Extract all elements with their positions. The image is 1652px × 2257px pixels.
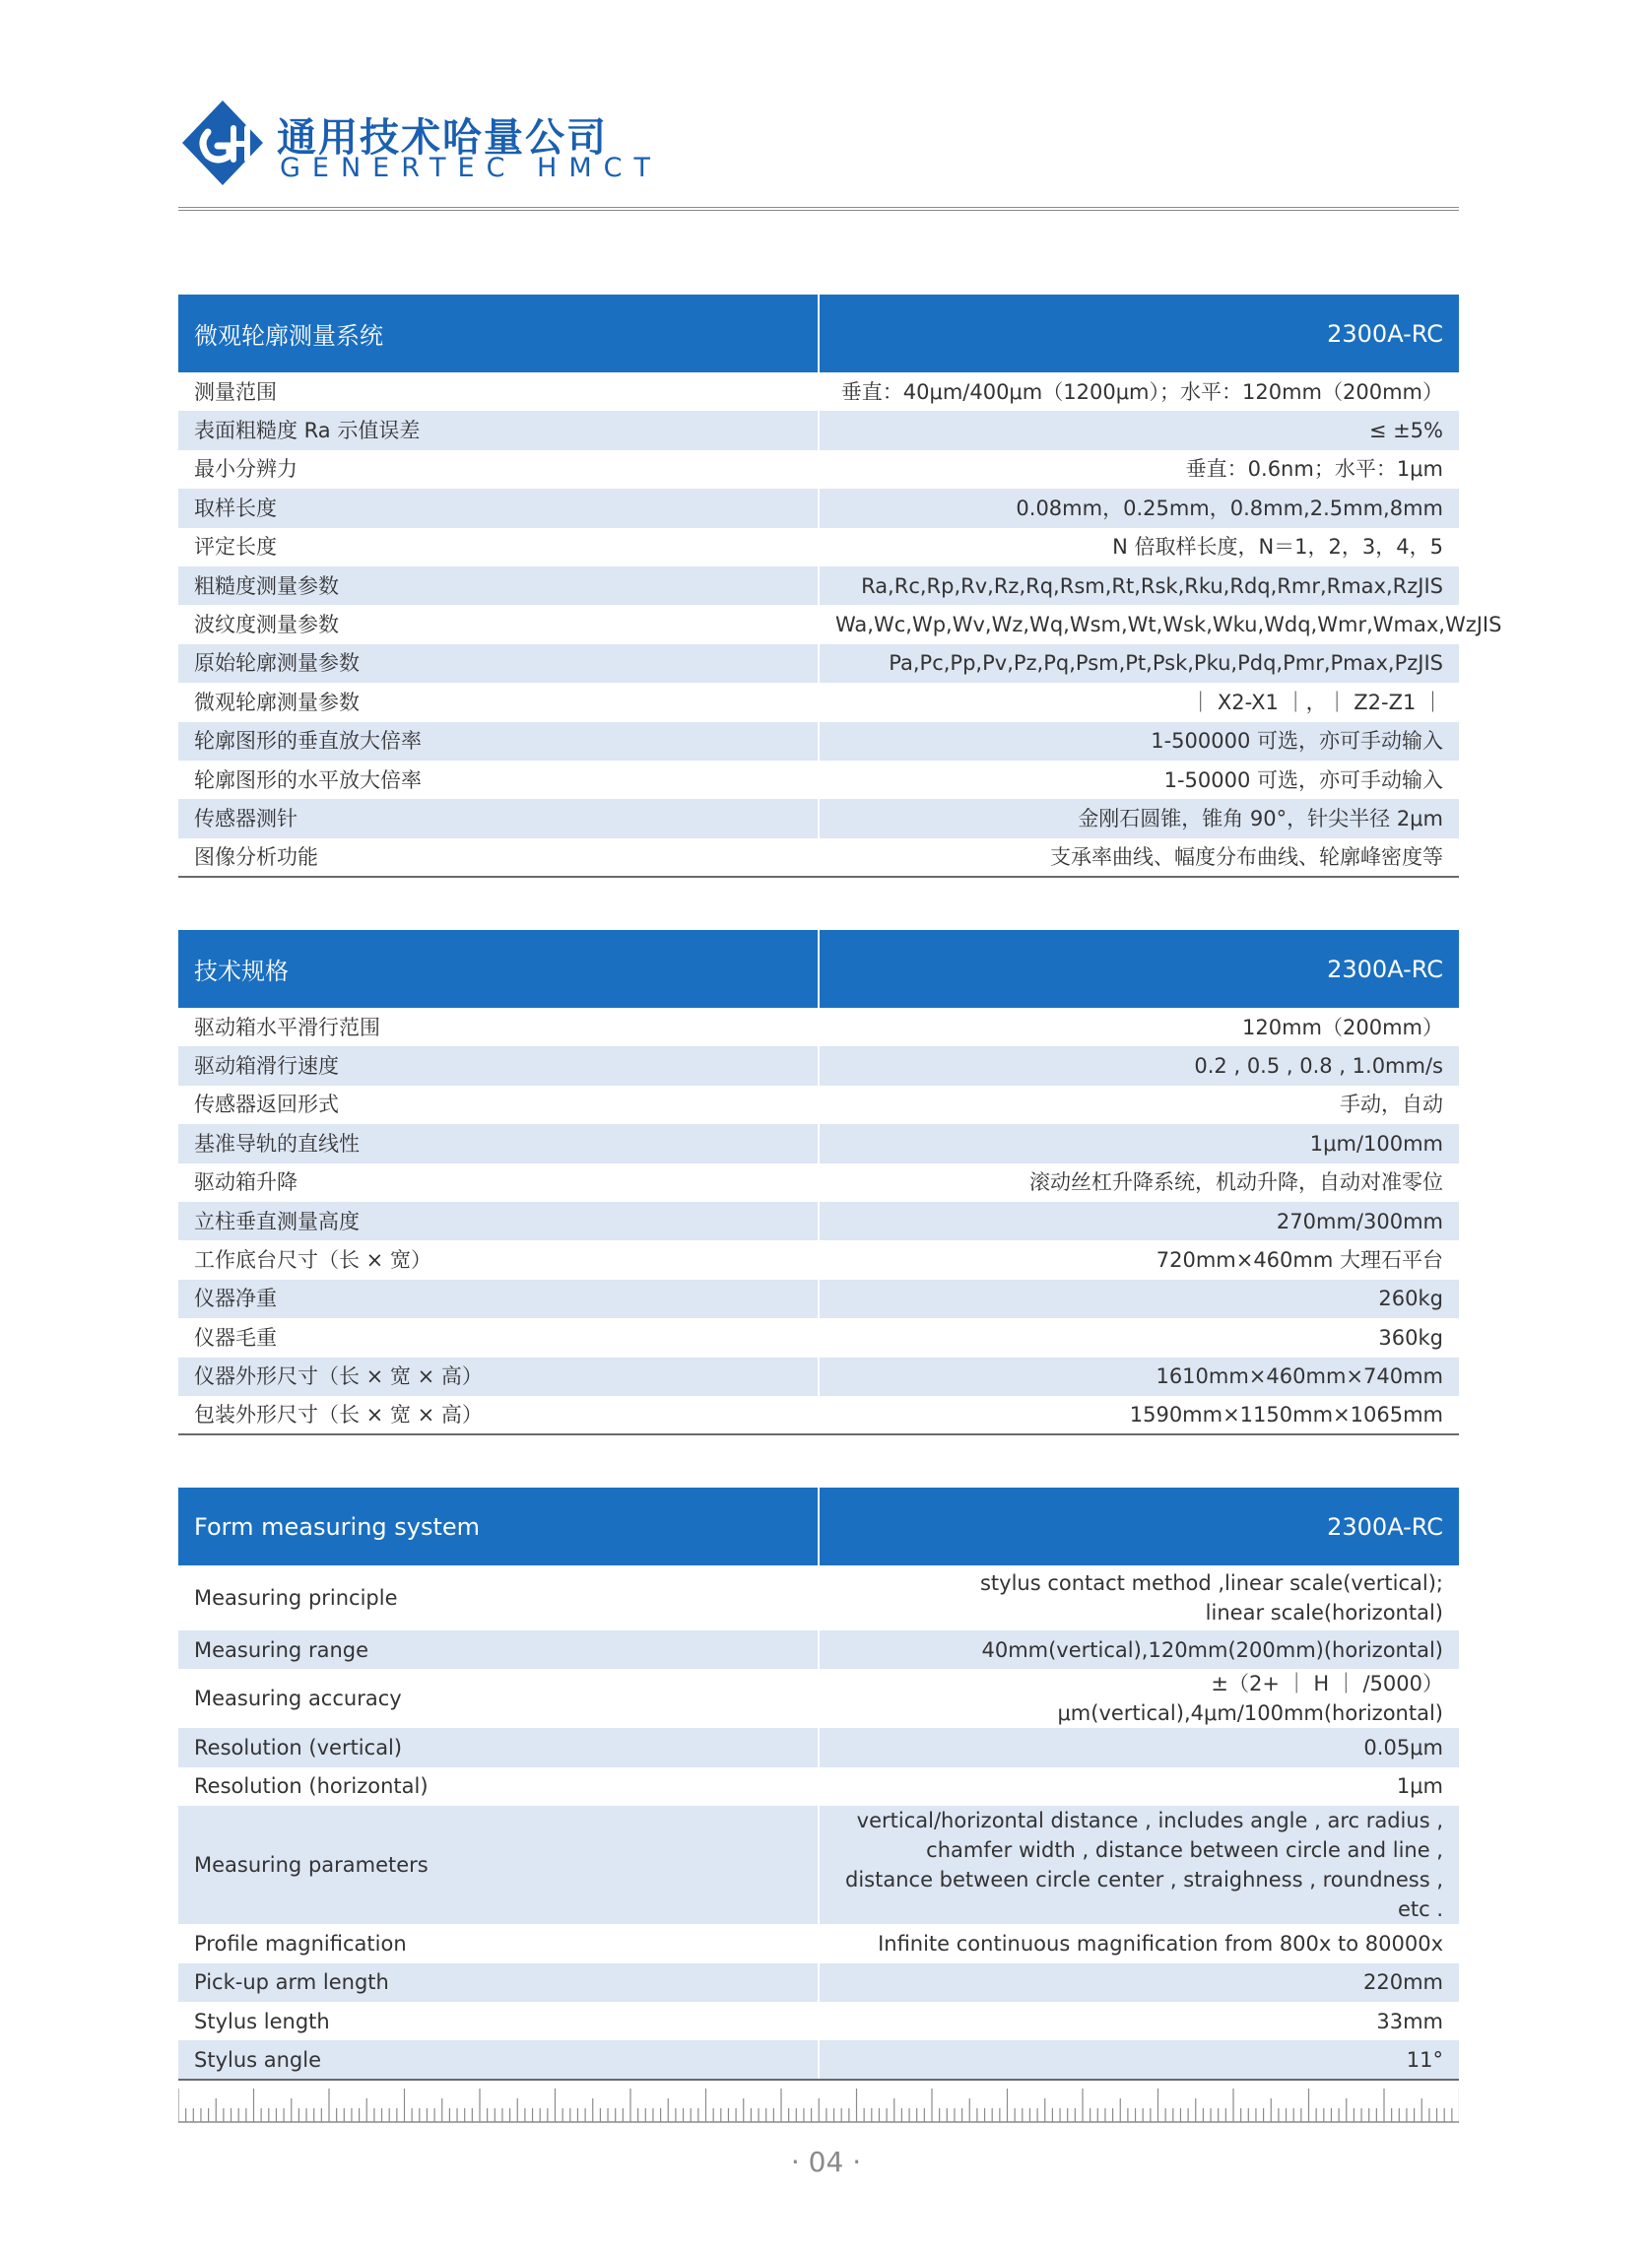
table-row: [178, 1963, 1459, 2002]
row-label: 立柱垂直测量高度: [178, 1202, 819, 1240]
row-value: ≤ ±5%: [819, 411, 1459, 449]
row-value: Wa,Wc,Wp,Wv,Wz,Wq,Wsm,Wt,Wsk,Wku,Wdq,Wmr,Wmax,WzJIS: [819, 605, 1459, 643]
row-value: 0.05μm: [819, 1728, 1459, 1766]
row-value: 垂直：40μm/400μm（1200μm）；水平：120mm（200mm）: [819, 372, 1459, 411]
table-model: 2300A-RC: [819, 295, 1459, 372]
spec-table-micro-profile: [178, 295, 1502, 878]
row-value: 720mm×460mm 大理石平台: [819, 1240, 1459, 1279]
row-value: 360kg: [819, 1318, 1459, 1357]
row-label: 微观轮廓测量参数: [178, 683, 819, 721]
row-value: 220mm: [819, 1963, 1459, 2002]
page-number: · 04 ·: [790, 2146, 862, 2178]
row-label: Measuring parameters: [178, 1806, 819, 1924]
row-label: 波纹度测量参数: [178, 605, 819, 643]
spec-table-technical-specs: [178, 930, 1459, 1435]
row-label: 轮廓图形的垂直放大倍率: [178, 722, 819, 761]
table-row: [178, 1396, 1459, 1434]
row-value: stylus contact method ,linear scale(vertical); linear scale(horizontal): [819, 1565, 1459, 1630]
table-row: [178, 1358, 1459, 1396]
row-value: 1610mm×460mm×740mm: [819, 1358, 1459, 1396]
table-title: Form measuring system: [178, 1488, 819, 1565]
row-label: 包装外形尺寸（长 × 宽 × 高）: [178, 1396, 819, 1434]
row-value: 金刚石圆锥，锥角 90°，针尖半径 2μm: [819, 799, 1459, 837]
row-label: Resolution (horizontal): [178, 1767, 819, 1806]
table-row: [178, 1924, 1459, 1962]
row-label: 表面粗糙度 Ra 示值误差: [178, 411, 819, 449]
row-value: Infinite continuous magnification from 800x to 80000x: [819, 1924, 1459, 1962]
table-header: [178, 1488, 1459, 1565]
row-label: Stylus length: [178, 2002, 819, 2040]
spec-table-form-measuring: [178, 1488, 1459, 2081]
header-divider: [178, 207, 1459, 211]
table-row: [178, 1163, 1459, 1202]
row-label: 基准导轨的直线性: [178, 1124, 819, 1162]
table-header: [178, 930, 1459, 1008]
row-value: 支承率曲线、幅度分布曲线、轮廓峰密度等: [819, 838, 1459, 877]
row-value: N 倍取样长度，N＝1，2，3，4，5: [819, 528, 1459, 566]
row-label: Pick-up arm length: [178, 1963, 819, 2002]
table-row: [178, 528, 1459, 566]
row-label: 原始轮廓测量参数: [178, 644, 819, 683]
row-label: 图像分析功能: [178, 838, 819, 877]
row-value: 11°: [819, 2040, 1459, 2079]
brand-name-cn: 通用技术哈量公司: [277, 115, 608, 161]
table-row: [178, 1669, 1459, 1728]
row-label: Resolution (vertical): [178, 1728, 819, 1766]
table-row: [178, 683, 1459, 721]
table-row: [178, 450, 1459, 489]
table-title: 微观轮廓测量系统: [178, 295, 819, 372]
row-label: Measuring principle: [178, 1565, 819, 1630]
row-value: 1590mm×1150mm×1065mm: [819, 1396, 1459, 1434]
row-label: 传感器测针: [178, 799, 819, 837]
row-value: 1μm: [819, 1767, 1459, 1806]
table-row: [178, 1008, 1459, 1046]
row-value: 270mm/300mm: [819, 1202, 1459, 1240]
row-value: 滚动丝杠升降系统，机动升降，自动对准零位: [819, 1163, 1459, 1202]
row-value: 40mm(vertical),120mm(200mm)(horizontal): [819, 1630, 1459, 1669]
table-row: [178, 1728, 1459, 1766]
table-model: 2300A-RC: [819, 930, 1459, 1008]
table-row: [178, 605, 1459, 643]
row-label: Profile magnification: [178, 1924, 819, 1962]
row-label: 传感器返回形式: [178, 1086, 819, 1124]
row-label: 粗糙度测量参数: [178, 566, 819, 605]
row-value: 垂直：0.6nm；水平：1μm: [819, 450, 1459, 489]
table-row: [178, 1318, 1459, 1357]
table-row: [178, 1280, 1459, 1318]
row-label: 评定长度: [178, 528, 819, 566]
table-row: [178, 1086, 1459, 1124]
row-value: 33mm: [819, 2002, 1459, 2040]
table-row: [178, 799, 1459, 837]
table-row: [178, 1565, 1459, 1630]
table-model: 2300A-RC: [819, 1488, 1459, 1565]
table-row: [178, 644, 1459, 683]
row-value: 260kg: [819, 1280, 1459, 1318]
row-label: 驱动箱升降: [178, 1163, 819, 1202]
table-row: [178, 722, 1459, 761]
table-title: 技术规格: [178, 930, 819, 1008]
row-label: 仪器外形尺寸（长 × 宽 × 高）: [178, 1358, 819, 1396]
table-row: [178, 761, 1459, 799]
row-value: ｜ X2-X1 ｜，｜ Z2-Z1 ｜: [819, 683, 1459, 721]
table-row: [178, 411, 1459, 449]
brand-name-en: GENERTEC HMCT: [280, 153, 662, 183]
row-value: 0.08mm，0.25mm，0.8mm,2.5mm,8mm: [819, 489, 1459, 527]
row-label: 取样长度: [178, 489, 819, 527]
table-row: [178, 2040, 1459, 2079]
header: [178, 99, 1459, 217]
row-value: Ra,Rc,Rp,Rv,Rz,Rq,Rsm,Rt,Rsk,Rku,Rdq,Rmr,Rmax,RzJIS: [819, 566, 1459, 605]
row-label: Stylus angle: [178, 2040, 819, 2079]
row-label: 轮廓图形的水平放大倍率: [178, 761, 819, 799]
table-row: [178, 1240, 1459, 1279]
row-value: ±（2+ ｜ H ｜ /5000）μm(vertical),4μm/100mm(horizontal): [819, 1669, 1459, 1728]
table-row: [178, 566, 1459, 605]
row-label: 最小分辨力: [178, 450, 819, 489]
row-label: 测量范围: [178, 372, 819, 411]
row-value: 手动，自动: [819, 1086, 1459, 1124]
row-value: 1-500000 可选，亦可手动输入: [819, 722, 1459, 761]
row-label: 驱动箱水平滑行范围: [178, 1008, 819, 1046]
row-value: Pa,Pc,Pp,Pv,Pz,Pq,Psm,Pt,Psk,Pku,Pdq,Pmr,Pmax,PzJIS: [819, 644, 1459, 683]
ruler-decoration: [178, 2087, 1459, 2124]
table-row: [178, 1124, 1459, 1162]
table-header: [178, 295, 1459, 372]
table-row: [178, 372, 1459, 411]
row-value: 120mm（200mm）: [819, 1008, 1459, 1046]
table-row: [178, 1046, 1459, 1085]
row-label: 仪器毛重: [178, 1318, 819, 1357]
table-row: [178, 489, 1459, 527]
table-row: [178, 2002, 1459, 2040]
genertec-logo-icon: [178, 99, 267, 187]
row-label: 仪器净重: [178, 1280, 819, 1318]
row-label: 工作底台尺寸（长 × 宽）: [178, 1240, 819, 1279]
table-row: [178, 1630, 1459, 1669]
table-row: [178, 838, 1459, 877]
row-value: 1-50000 可选，亦可手动输入: [819, 761, 1459, 799]
row-label: 驱动箱滑行速度: [178, 1046, 819, 1085]
table-row: [178, 1202, 1459, 1240]
table-row: [178, 1806, 1459, 1924]
row-value: 0.2 , 0.5 , 0.8 , 1.0mm/s: [819, 1046, 1459, 1085]
row-value: vertical/horizontal distance , includes angle , arc radius , chamfer width , distance between circle and line , distance between circle center , straighness , roundness , etc .: [819, 1806, 1459, 1924]
table-row: [178, 1767, 1459, 1806]
row-label: Measuring accuracy: [178, 1669, 819, 1728]
row-label: Measuring range: [178, 1630, 819, 1669]
row-value: 1μm/100mm: [819, 1124, 1459, 1162]
